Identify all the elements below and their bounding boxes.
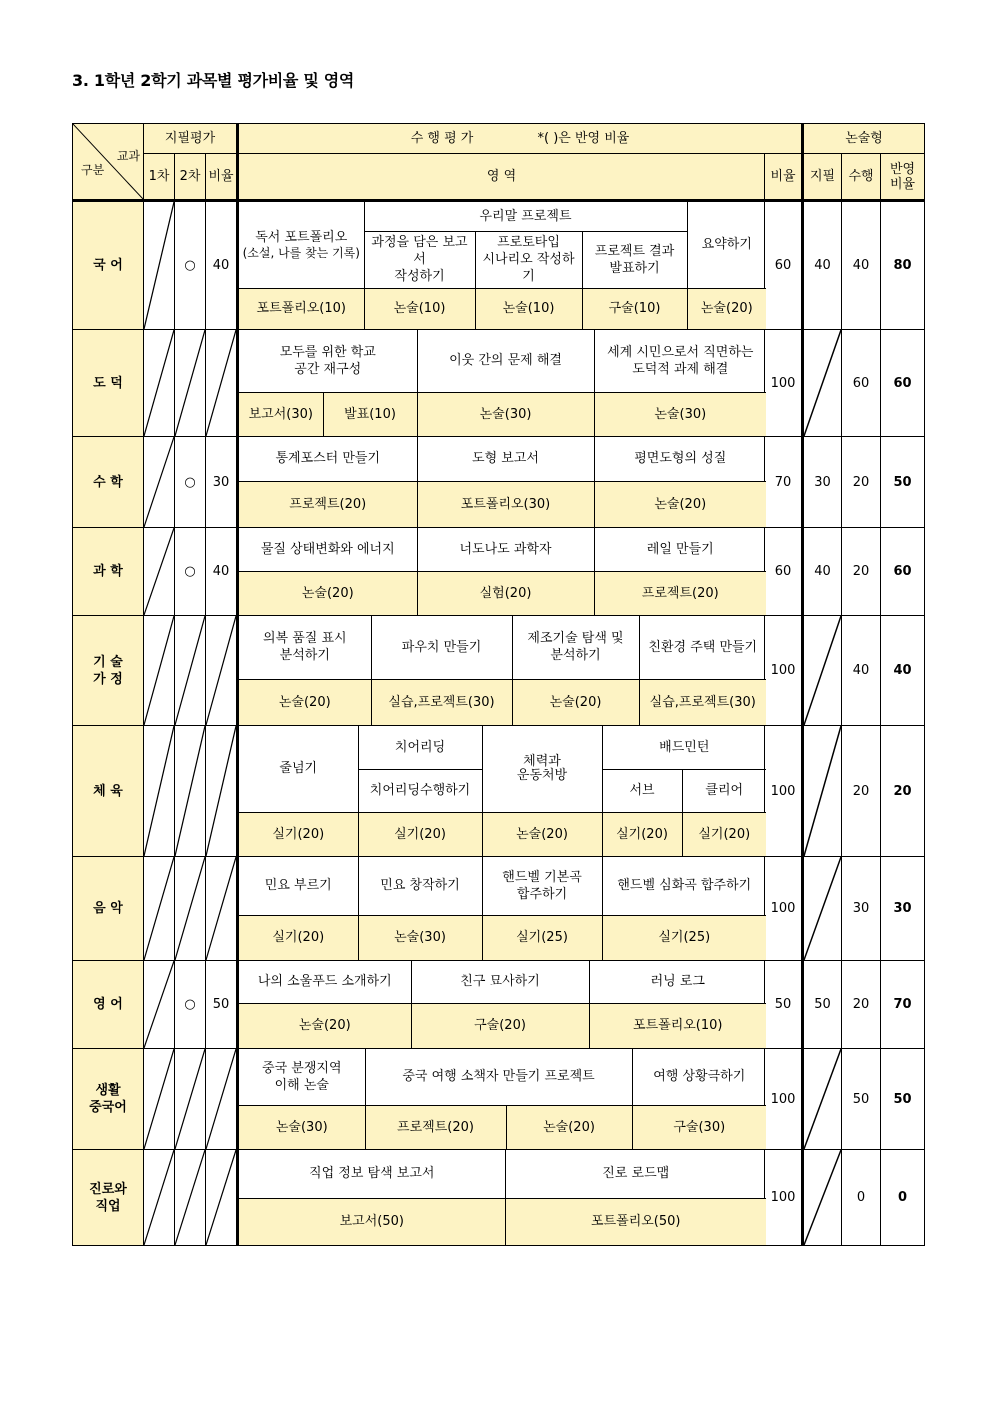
method-3: 실기(25) — [482, 915, 602, 960]
area-cell — [238, 961, 765, 1049]
second-test-mark: ○ — [175, 201, 206, 330]
essay-perf: 40 — [842, 201, 881, 330]
second-test-cell — [175, 330, 206, 437]
first-test-header: 1차 — [144, 154, 175, 201]
area-4: 핸드벨 심화곡 합주하기 — [602, 857, 766, 915]
area-cell — [238, 726, 765, 857]
area-3: 핸드벨 기본곡 합주하기 — [482, 857, 602, 915]
essay-written-cell — [803, 330, 842, 437]
area-3: 여행 상황극하기 — [632, 1049, 766, 1105]
subject-name: 국 어 — [73, 201, 144, 330]
essay-reflect: 70 — [881, 961, 925, 1049]
written-ratio-cell — [206, 616, 238, 726]
second-test-cell — [175, 1150, 206, 1246]
method-4: 실습,프로젝트(30) — [639, 679, 766, 725]
essay-reflect: 30 — [881, 857, 925, 961]
method-3: 논술(20) — [506, 1105, 632, 1149]
row-chinese — [73, 1049, 925, 1150]
method-1: 실기(20) — [239, 812, 358, 856]
perf-ratio: 60 — [765, 201, 803, 330]
subject-name: 음 악 — [73, 857, 144, 961]
perf-ratio: 100 — [765, 330, 803, 437]
area-3: 체력과 운동처방 — [482, 726, 602, 812]
performance-title: 수 행 평 가 — [410, 131, 474, 146]
first-test-cell — [144, 201, 175, 330]
essay-reflect: 50 — [881, 1049, 925, 1150]
method-1: 보고서(50) — [239, 1198, 505, 1245]
essay-reflect: 80 — [881, 201, 925, 330]
area-3: 세계 시민으로서 직면하는 도덕적 과제 해결 — [594, 330, 766, 392]
essay-written: 30 — [803, 437, 842, 528]
method-3: 논술(20) — [594, 481, 766, 527]
first-test-cell — [144, 1049, 175, 1150]
method-3: 논술(10) — [475, 288, 582, 329]
method-1: 논술(20) — [239, 679, 371, 725]
method-1: 논술(20) — [239, 1003, 411, 1048]
perf-ratio: 100 — [765, 857, 803, 961]
essay-written-cell — [803, 726, 842, 857]
area-4: 배드민턴 — [602, 726, 766, 769]
method-5: 실기(20) — [682, 812, 766, 856]
method-3: 논술(20) — [482, 812, 602, 856]
method-1: 포트폴리오(10) — [239, 288, 364, 329]
second-test-header: 2차 — [175, 154, 206, 201]
method-2: 실습,프로젝트(30) — [371, 679, 512, 725]
area-4a: 서브 — [602, 769, 682, 812]
area-2: 민요 창작하기 — [358, 857, 482, 915]
area-cell — [238, 616, 765, 726]
method-2: 구술(20) — [411, 1003, 589, 1048]
essay-written: 40 — [803, 528, 842, 616]
essay-perf: 20 — [842, 528, 881, 616]
method-4: 구술(10) — [582, 288, 687, 329]
area-presentation: 프로젝트 결과 발표하기 — [582, 231, 687, 288]
area-cell — [238, 1049, 765, 1150]
first-test-cell — [144, 961, 175, 1049]
written-ratio-cell — [206, 1150, 238, 1246]
area-3: 러닝 로그 — [589, 961, 766, 1003]
method-3: 포트폴리오(10) — [589, 1003, 766, 1048]
area-cell — [238, 528, 765, 616]
ratio-header: 비율 — [206, 154, 238, 201]
essay-perf: 0 — [842, 1150, 881, 1246]
area-2: 치어리딩 — [358, 726, 482, 769]
area-portfolio-sub: (소설, 나를 찾는 기록) — [242, 245, 360, 260]
written-ratio: 30 — [206, 437, 238, 528]
area-2: 진로 로드맵 — [505, 1150, 766, 1198]
written-ratio: 40 — [206, 201, 238, 330]
area-3: 제조기술 탐색 및 분석하기 — [512, 616, 639, 679]
perf-ratio: 50 — [765, 961, 803, 1049]
row-science — [73, 528, 925, 616]
row-music — [73, 857, 925, 961]
row-english — [73, 961, 925, 1049]
first-test-cell — [144, 1150, 175, 1246]
row-career — [73, 1150, 925, 1246]
subject-name: 체 육 — [73, 726, 144, 857]
essay-perf: 60 — [842, 330, 881, 437]
subject-name: 수 학 — [73, 437, 144, 528]
method-1: 실기(20) — [239, 915, 358, 960]
area-1: 나의 소울푸드 소개하기 — [239, 961, 411, 1003]
method-2: 논술(10) — [364, 288, 475, 329]
area-portfolio — [239, 202, 364, 288]
essay-written-cell — [803, 616, 842, 726]
essay-written: 40 — [803, 201, 842, 330]
area-3: 평면도형의 성질 — [594, 437, 766, 481]
area-1: 물질 상태변화와 에너지 — [239, 528, 417, 571]
page-title: 3. 1학년 2학기 과목별 평가비율 및 영역 — [72, 71, 355, 90]
row-pe — [73, 726, 925, 857]
first-test-cell — [144, 437, 175, 528]
row-ethics — [73, 330, 925, 437]
area-2: 너도나도 과학자 — [417, 528, 594, 571]
essay-written-cell — [803, 1049, 842, 1150]
method-4: 실기(25) — [602, 915, 766, 960]
essay-reflect: 60 — [881, 528, 925, 616]
written-ratio-cell — [206, 330, 238, 437]
essay-perf: 50 — [842, 1049, 881, 1150]
method-2: 논술(30) — [358, 915, 482, 960]
area-1: 직업 정보 탐색 보고서 — [239, 1150, 505, 1198]
method-2: 포트폴리오(30) — [417, 481, 594, 527]
method-2: 실험(20) — [417, 571, 594, 615]
method-2: 포트폴리오(50) — [505, 1198, 766, 1245]
first-test-cell — [144, 330, 175, 437]
written-ratio-cell — [206, 1049, 238, 1150]
second-test-mark: ○ — [175, 961, 206, 1049]
essay-perf: 30 — [842, 857, 881, 961]
essay-perf: 20 — [842, 961, 881, 1049]
subject-name: 도 덕 — [73, 330, 144, 437]
first-test-cell — [144, 528, 175, 616]
written-ratio: 50 — [206, 961, 238, 1049]
area-cell — [238, 201, 765, 330]
essay-reflect: 0 — [881, 1150, 925, 1246]
first-test-cell — [144, 857, 175, 961]
written-ratio: 40 — [206, 528, 238, 616]
area-1: 의복 품질 표시 분석하기 — [239, 616, 371, 679]
written-ratio-cell — [206, 857, 238, 961]
method-3: 논술(20) — [512, 679, 639, 725]
area-cell — [238, 857, 765, 961]
perf-ratio: 100 — [765, 726, 803, 857]
written-ratio-cell — [206, 726, 238, 857]
method-3: 프로젝트(20) — [594, 571, 766, 615]
method-1: 프로젝트(20) — [239, 481, 417, 527]
subject-name: 과 학 — [73, 528, 144, 616]
corner-category-label: 구분 — [81, 163, 105, 177]
method-1: 논술(30) — [239, 1105, 365, 1149]
method-1: 보고서(30) — [239, 392, 323, 436]
second-test-mark: ○ — [175, 528, 206, 616]
perf-ratio: 70 — [765, 437, 803, 528]
area-4b: 클리어 — [682, 769, 766, 812]
area-project: 우리말 프로젝트 — [364, 202, 687, 231]
area-2: 이웃 간의 문제 해결 — [417, 330, 594, 392]
essay-reflect-header: 반영 비율 — [881, 154, 925, 201]
method-2: 실기(20) — [358, 812, 482, 856]
row-korean — [73, 201, 925, 330]
performance-note: *( )은 반영 비율 — [537, 131, 630, 146]
method-5: 논술(20) — [687, 288, 766, 329]
first-test-cell — [144, 726, 175, 857]
row-math — [73, 437, 925, 528]
essay-written-header: 지필 — [803, 154, 842, 201]
method-2: 프로젝트(20) — [365, 1105, 506, 1149]
area-2: 친구 묘사하기 — [411, 961, 589, 1003]
essay-perf-header: 수행 — [842, 154, 881, 201]
corner-subject-label: 교과 — [116, 149, 140, 163]
subject-name: 기 술 가 정 — [73, 616, 144, 726]
area-1: 민요 부르기 — [239, 857, 358, 915]
essay-reflect: 20 — [881, 726, 925, 857]
essay-written: 50 — [803, 961, 842, 1049]
area-report: 과정을 담은 보고서 작성하기 — [364, 231, 475, 288]
area-2b: 치어리딩수행하기 — [358, 769, 482, 812]
performance-header — [238, 124, 803, 154]
area-4: 친환경 주택 만들기 — [639, 616, 766, 679]
area-2: 중국 여행 소책자 만들기 프로젝트 — [365, 1049, 632, 1105]
area-2: 도형 보고서 — [417, 437, 594, 481]
essay-perf: 20 — [842, 726, 881, 857]
area-header: 영 역 — [238, 154, 765, 201]
second-test-mark: ○ — [175, 437, 206, 528]
essay-perf: 40 — [842, 616, 881, 726]
area-3: 레일 만들기 — [594, 528, 766, 571]
perf-ratio: 100 — [765, 616, 803, 726]
perf-ratio: 100 — [765, 1049, 803, 1150]
essay-written-cell — [803, 1150, 842, 1246]
perf-ratio-header: 비율 — [765, 154, 803, 201]
area-2: 파우치 만들기 — [371, 616, 512, 679]
essay-reflect: 60 — [881, 330, 925, 437]
written-test-header: 지필평가 — [144, 124, 238, 154]
area-cell — [238, 330, 765, 437]
method-1: 논술(20) — [239, 571, 417, 615]
method-2: 발표(10) — [323, 392, 417, 436]
second-test-cell — [175, 1049, 206, 1150]
essay-reflect: 50 — [881, 437, 925, 528]
second-test-cell — [175, 726, 206, 857]
subject-name: 진로와 직업 — [73, 1150, 144, 1246]
perf-ratio: 60 — [765, 528, 803, 616]
second-test-cell — [175, 616, 206, 726]
area-summary: 요약하기 — [687, 202, 766, 288]
essay-header: 논술형 — [803, 124, 925, 154]
corner-cell — [73, 124, 144, 201]
second-test-cell — [175, 857, 206, 961]
method-4: 구술(30) — [632, 1105, 766, 1149]
method-4: 실기(20) — [602, 812, 682, 856]
row-tech — [73, 616, 925, 726]
subject-name: 영 어 — [73, 961, 144, 1049]
essay-perf: 20 — [842, 437, 881, 528]
subject-name: 생활 중국어 — [73, 1049, 144, 1150]
area-portfolio-title: 독서 포트폴리오 — [255, 229, 348, 245]
area-cell — [238, 437, 765, 528]
essay-reflect: 40 — [881, 616, 925, 726]
evaluation-table — [72, 123, 925, 1246]
first-test-cell — [144, 616, 175, 726]
area-1: 중국 분쟁지역 이해 논술 — [239, 1049, 365, 1105]
area-prototype: 프로토타입 시나리오 작성하기 — [475, 231, 582, 288]
method-4: 논술(30) — [594, 392, 766, 436]
method-3: 논술(30) — [417, 392, 594, 436]
area-1: 통계포스터 만들기 — [239, 437, 417, 481]
area-1: 모두를 위한 학교 공간 재구성 — [239, 330, 417, 392]
area-1: 줄넘기 — [239, 726, 358, 812]
area-cell — [238, 1150, 765, 1246]
essay-written-cell — [803, 857, 842, 961]
perf-ratio: 100 — [765, 1150, 803, 1246]
